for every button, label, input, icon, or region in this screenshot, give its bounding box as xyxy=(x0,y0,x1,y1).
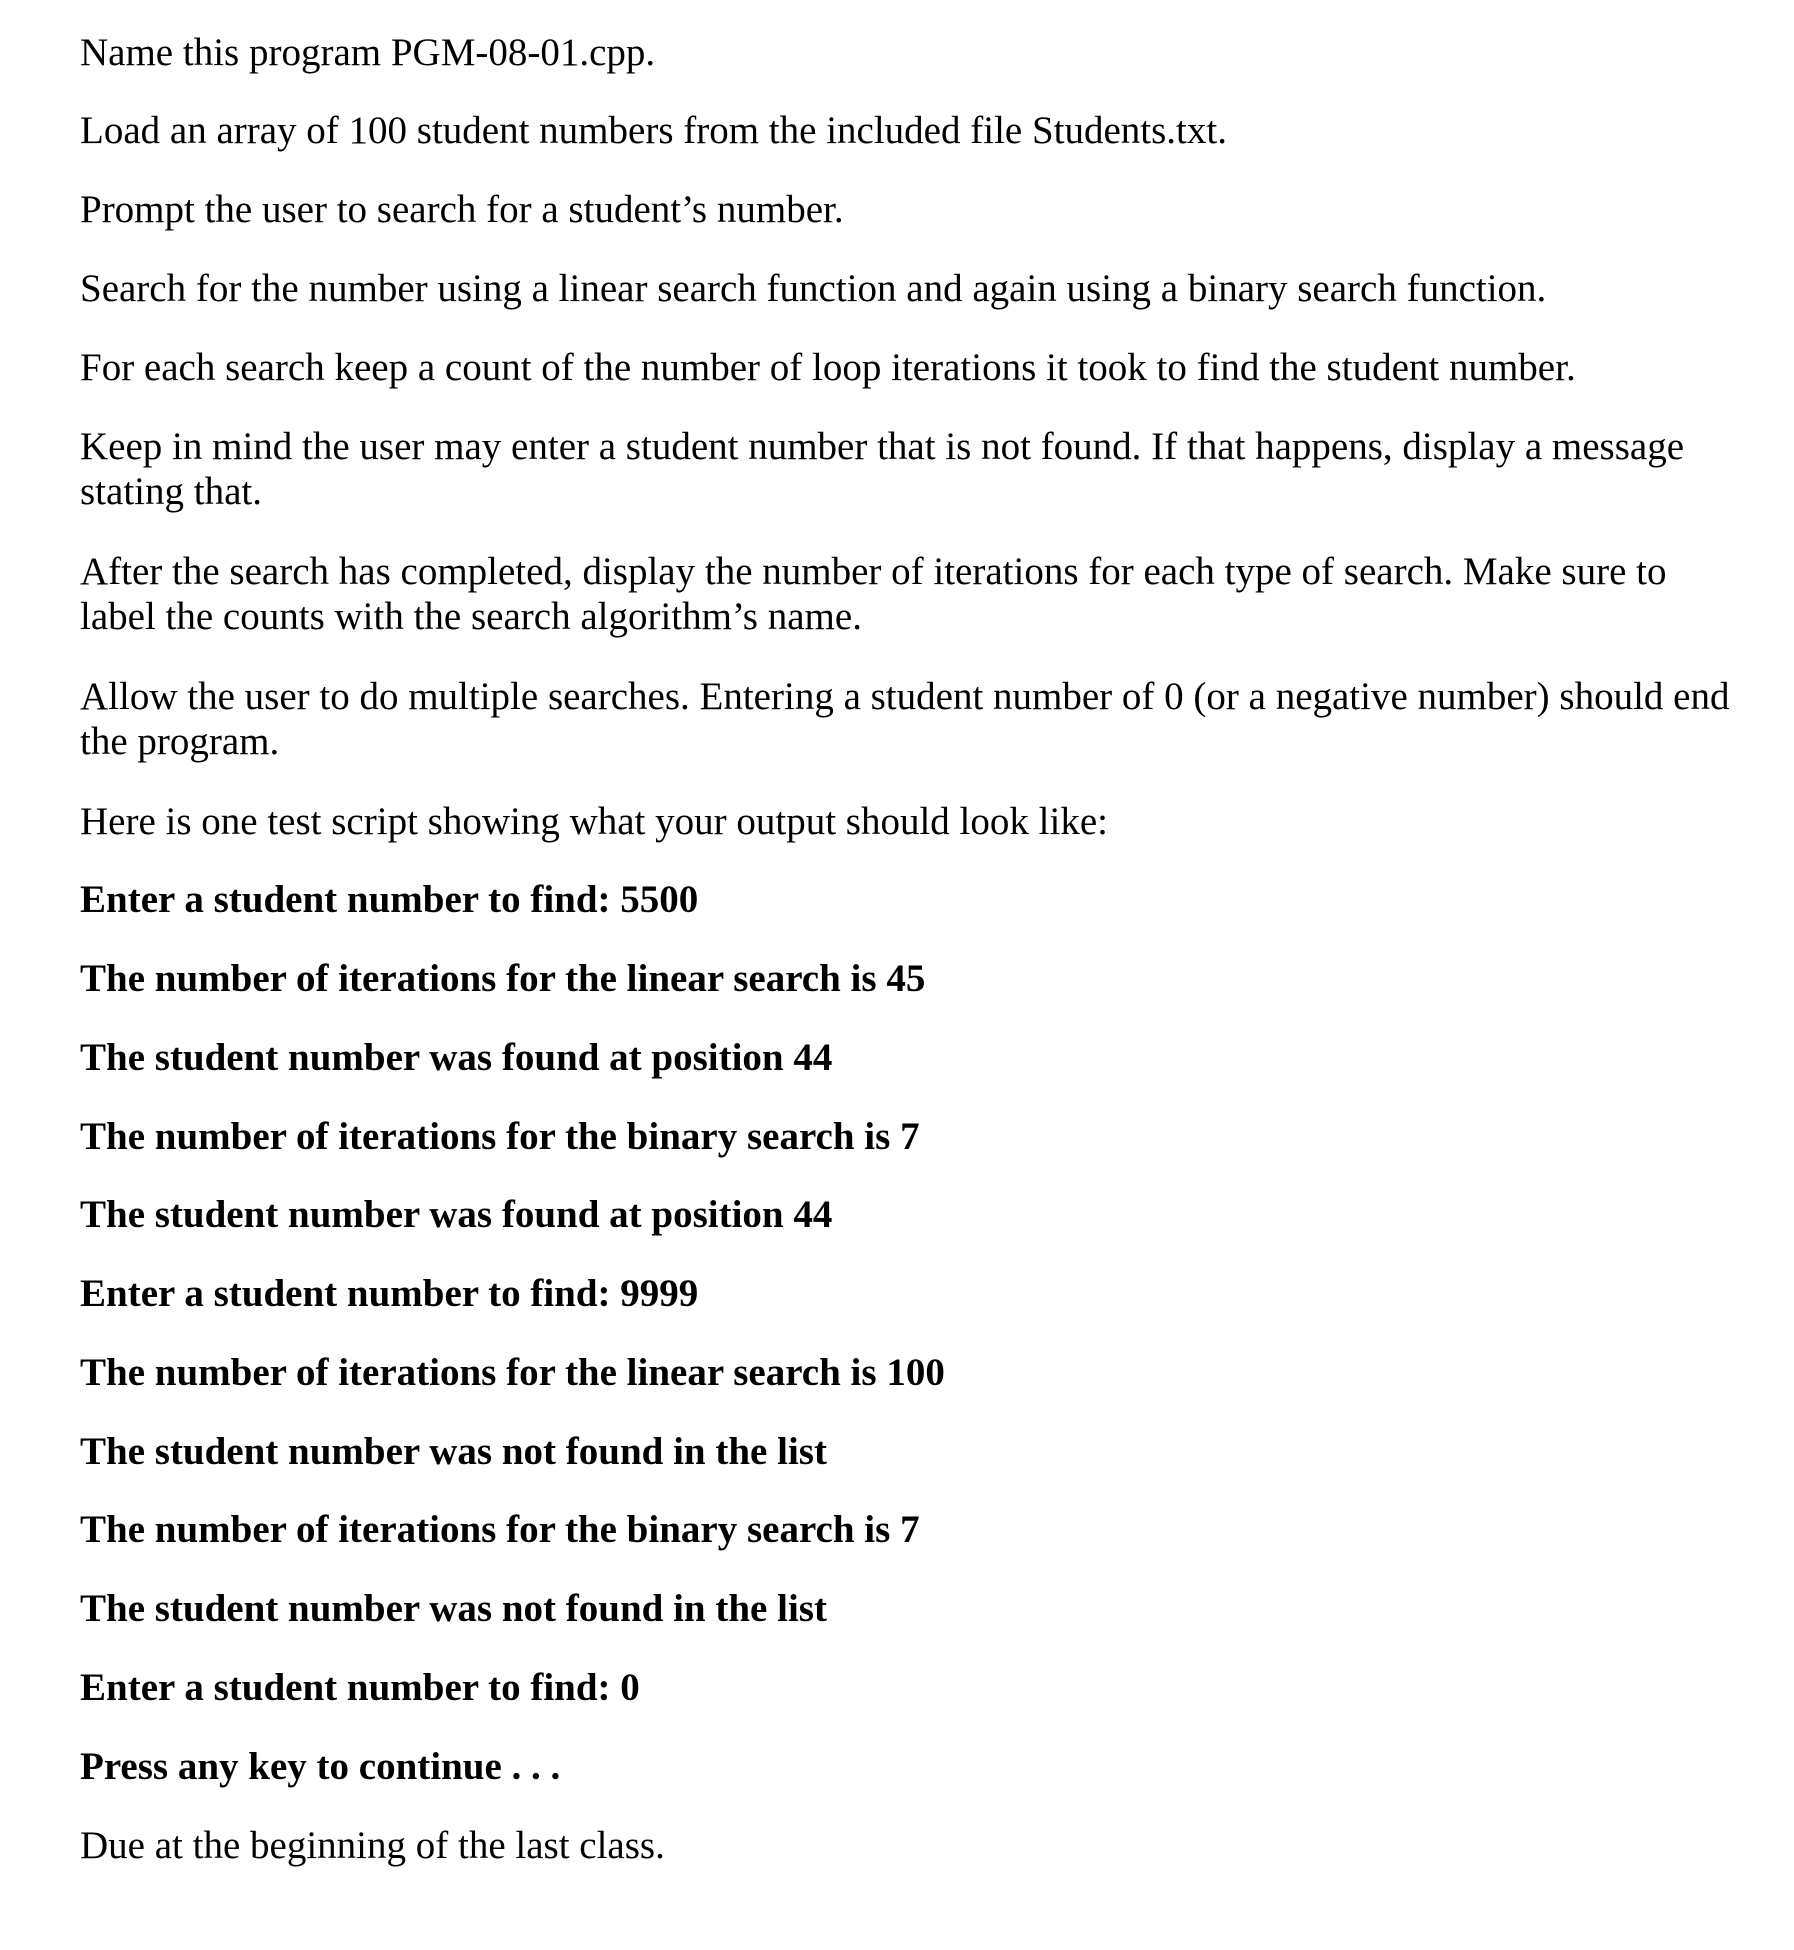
count-instruction: For each search keep a count of the number of loop iterations it took to find the student number. xyxy=(80,346,1576,389)
script-line: The student number was found at position 44 xyxy=(80,1036,833,1079)
prompt-instruction: Prompt the user to search for a student’s number. xyxy=(80,188,844,231)
load-array-instruction: Load an array of 100 student numbers from the included file Students.txt. xyxy=(80,109,1227,152)
test-script-intro: Here is one test script showing what your output should look like: xyxy=(80,800,1108,843)
script-line: Press any key to continue . . . xyxy=(80,1745,561,1788)
script-line: Enter a student number to find: 5500 xyxy=(80,878,699,921)
script-line: The student number was not found in the list xyxy=(80,1587,827,1630)
script-line: The student number was not found in the list xyxy=(80,1430,827,1473)
multiple-searches-instruction: Allow the user to do multiple searches. Entering a student number of 0 (or a negative number) should end the program. xyxy=(80,675,1730,763)
due-date-note: Due at the beginning of the last class. xyxy=(80,1824,665,1867)
script-line: The number of iterations for the binary search is 7 xyxy=(80,1115,920,1158)
script-line: The student number was found at position 44 xyxy=(80,1193,833,1236)
script-line: The number of iterations for the linear search is 45 xyxy=(80,957,926,1000)
program-name-instruction: Name this program PGM-08-01.cpp. xyxy=(80,31,656,74)
script-line: Enter a student number to find: 9999 xyxy=(80,1272,699,1315)
not-found-instruction: Keep in mind the user may enter a student number that is not found. If that happens, display a message stating that. xyxy=(80,425,1685,513)
script-line: The number of iterations for the binary search is 7 xyxy=(80,1508,920,1551)
script-line: The number of iterations for the linear search is 100 xyxy=(80,1351,945,1394)
script-line: Enter a student number to find: 0 xyxy=(80,1666,640,1709)
display-instruction: After the search has completed, display the number of iterations for each type of search. Make sure to label the counts with the search algorithm’s name. xyxy=(80,550,1667,638)
search-instruction: Search for the number using a linear search function and again using a binary search function. xyxy=(80,267,1547,310)
